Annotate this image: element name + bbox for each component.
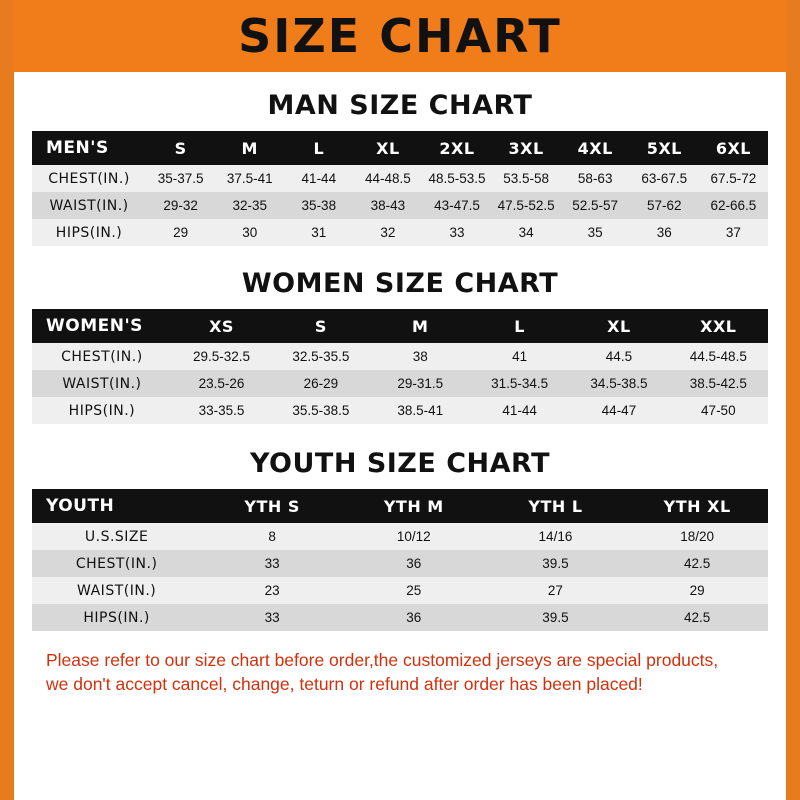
- table-cell: 44-47: [601, 403, 637, 418]
- table-row-label: WAIST(IN.): [62, 375, 142, 392]
- table-cell: 42.5: [684, 610, 711, 625]
- table-cell: 29-32: [163, 198, 198, 213]
- table-cell: 25: [406, 583, 422, 598]
- table-women: [32, 309, 768, 424]
- table-cell: 63-67.5: [641, 171, 688, 186]
- table-row-label: HIPS(IN.): [55, 224, 123, 241]
- table-header-cell: 3XL: [508, 138, 544, 158]
- table-cell: 31.5-34.5: [491, 376, 549, 391]
- table-header-cell: M: [241, 138, 258, 158]
- section-women: [32, 268, 768, 424]
- table-row: [32, 397, 768, 424]
- table-cell: 44.5-48.5: [689, 349, 747, 364]
- table-row-label: CHEST(IN.): [48, 170, 130, 187]
- table-cell: 29: [173, 225, 189, 240]
- table-cell: 38.5-41: [397, 403, 444, 418]
- table-cell: 44.5: [605, 349, 633, 364]
- table-header-title: WOMEN'S: [46, 316, 143, 336]
- table-cell: 10/12: [396, 529, 431, 544]
- table-cell: 14/16: [538, 529, 573, 544]
- footer-note: [46, 649, 754, 696]
- table-cell: 35-38: [301, 198, 337, 213]
- table-cell: 26-29: [303, 376, 339, 391]
- table-cell: 35: [587, 225, 603, 240]
- table-row-label: HIPS(IN.): [83, 609, 150, 626]
- table-header-row: [32, 309, 768, 343]
- table-row-label: WAIST(IN.): [49, 197, 129, 214]
- table-row: [32, 523, 768, 550]
- footer-note-line-1: Please refer to our size chart before order,the customized jerseys are special products,: [46, 650, 719, 670]
- section-youth: [32, 448, 768, 631]
- table-header-cell: 4XL: [577, 138, 613, 158]
- table-row: [32, 165, 768, 192]
- table-row-label: CHEST(IN.): [75, 555, 158, 572]
- table-cell: 67.5-72: [710, 171, 757, 186]
- section-title-women: WOMEN SIZE CHART: [241, 268, 559, 299]
- table-header-cell: YTH XL: [663, 496, 731, 516]
- table-cell: 58-63: [577, 171, 613, 186]
- table-header-cell: YTH M: [383, 496, 444, 516]
- section-man: [32, 90, 768, 246]
- table-youth-head: [32, 489, 768, 523]
- table-cell: 36: [406, 556, 422, 571]
- table-header-cell: L: [313, 138, 325, 158]
- table-cell: 36: [656, 225, 672, 240]
- table-row: [32, 370, 768, 397]
- table-women-head: [32, 309, 768, 343]
- table-cell: 52.5-57: [572, 198, 619, 213]
- table-cell: 35.5-38.5: [292, 403, 350, 418]
- table-cell: 41-44: [301, 171, 337, 186]
- table-cell: 33: [264, 610, 280, 625]
- table-header-row: [32, 131, 768, 165]
- table-man-body: [32, 165, 768, 246]
- table-cell: 33: [264, 556, 280, 571]
- table-cell: 53.5-58: [503, 171, 549, 186]
- table-cell: 43-47.5: [434, 198, 480, 213]
- table-cell: 37: [725, 225, 741, 240]
- table-cell: 23.5-26: [198, 376, 245, 391]
- table-cell: 34: [518, 225, 534, 240]
- table-cell: 29-31.5: [397, 376, 444, 391]
- footer-note-line-2: we don't accept cancel, change, teturn or refund after order has been placed!: [46, 673, 643, 694]
- table-header-cell: YTH L: [528, 496, 583, 516]
- table-cell: 38: [412, 349, 428, 364]
- table-cell: 36: [406, 610, 422, 625]
- table-header-cell: L: [514, 316, 525, 336]
- table-header-cell: 5XL: [646, 138, 682, 158]
- table-header-title: YOUTH: [46, 496, 115, 516]
- table-header-cell: XS: [209, 316, 234, 336]
- table-cell: 32-35: [232, 198, 267, 213]
- table-row: [32, 577, 768, 604]
- table-cell: 8: [268, 529, 276, 544]
- table-cell: 39.5: [542, 556, 569, 571]
- table-row: [32, 550, 768, 577]
- table-youth-body: [32, 523, 768, 631]
- table-header-cell: S: [174, 138, 187, 158]
- table-header-row: [32, 489, 768, 523]
- header-banner: [14, 0, 786, 72]
- section-title-youth: YOUTH SIZE CHART: [249, 448, 551, 479]
- table-cell: 32.5-35.5: [292, 349, 350, 364]
- table-header-cell: XL: [376, 138, 400, 158]
- table-cell: 42.5: [684, 556, 711, 571]
- table-cell: 27: [547, 583, 563, 598]
- table-cell: 47-50: [701, 403, 736, 418]
- table-man: [32, 131, 768, 246]
- table-cell: 29.5-32.5: [192, 349, 251, 364]
- table-row: [32, 343, 768, 370]
- table-header-cell: S: [314, 316, 327, 336]
- page-title: SIZE CHART: [238, 9, 562, 63]
- table-cell: 48.5-53.5: [428, 171, 486, 186]
- table-cell: 35-37.5: [157, 171, 204, 186]
- table-cell: 41: [512, 349, 528, 364]
- section-title-man: MAN SIZE CHART: [267, 90, 533, 121]
- table-cell: 33-35.5: [198, 403, 245, 418]
- table-cell: 32: [380, 225, 396, 240]
- table-cell: 44-48.5: [365, 171, 411, 186]
- table-man-head: [32, 131, 768, 165]
- table-cell: 62-66.5: [710, 198, 757, 213]
- table-cell: 31: [311, 225, 327, 240]
- table-header-cell: YTH S: [244, 496, 300, 516]
- table-youth: [32, 489, 768, 631]
- table-row: [32, 604, 768, 631]
- table-header-cell: XXL: [700, 316, 737, 336]
- table-cell: 29: [689, 583, 705, 598]
- table-cell: 37.5-41: [226, 171, 273, 186]
- table-women-body: [32, 343, 768, 424]
- table-row-label: U.S.SIZE: [84, 528, 149, 545]
- table-row: [32, 192, 768, 219]
- table-row: [32, 219, 768, 246]
- table-cell: 38-43: [370, 198, 406, 213]
- table-row-label: WAIST(IN.): [77, 582, 157, 599]
- table-header-cell: 6XL: [715, 138, 751, 158]
- table-cell: 39.5: [542, 610, 569, 625]
- table-header-title: MEN'S: [46, 138, 109, 158]
- table-cell: 57-62: [647, 198, 682, 213]
- chart-content: [14, 90, 786, 696]
- table-cell: 30: [242, 225, 258, 240]
- table-row-label: HIPS(IN.): [68, 402, 136, 419]
- table-cell: 18/20: [680, 529, 715, 544]
- table-cell: 41-44: [502, 403, 537, 418]
- table-cell: 33: [449, 225, 465, 240]
- table-header-cell: M: [412, 316, 429, 336]
- table-cell: 34.5-38.5: [590, 376, 648, 391]
- table-cell: 38.5-42.5: [689, 376, 747, 391]
- table-row-label: CHEST(IN.): [61, 348, 143, 365]
- table-cell: 23: [264, 583, 280, 598]
- table-cell: 47.5-52.5: [497, 198, 555, 213]
- table-header-cell: 2XL: [439, 138, 475, 158]
- table-header-cell: XL: [607, 316, 631, 336]
